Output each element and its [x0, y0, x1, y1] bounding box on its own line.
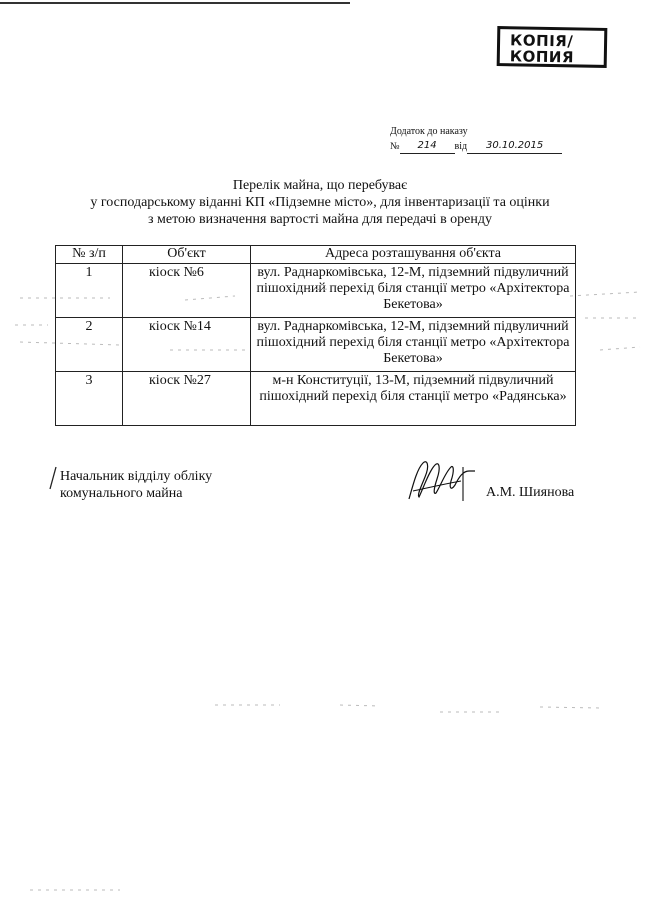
order-date-value: 30.10.2015 [467, 139, 562, 154]
title-line-1: Перелік майна, що перебуває [232, 178, 408, 193]
cell-number: 1 [56, 264, 123, 318]
position-line-2: комунального майна [60, 486, 183, 501]
cell-address: вул. Раднаркомівська, 12-М, підземний підвуличний пішохідний перехід біля станції метро «Архітектора Бекетова» [251, 318, 576, 372]
order-reference [390, 125, 580, 154]
table-row [56, 372, 576, 426]
order-heading: Додаток до наказу [390, 126, 468, 137]
cell-number: 3 [56, 372, 123, 426]
document-title [40, 177, 600, 228]
cell-object: кіоск №27 [123, 372, 251, 426]
cell-address: м-н Конституції, 13-М, підземний підвуличний пішохідний перехід біля станції метро «Радянська» [251, 372, 576, 426]
order-number-prefix: № [390, 141, 400, 152]
cell-object: кіоск №6 [123, 264, 251, 318]
order-date-prefix: від [454, 141, 468, 152]
title-line-2: у господарському віданні КП «Підземне місто», для інвентаризації та оцінки [90, 195, 550, 210]
order-number-value: 214 [400, 139, 455, 154]
header-object: Об'єкт [123, 246, 251, 264]
title-line-3: з метою визначення вартості майна для передачі в оренду [147, 212, 493, 227]
table-row [56, 318, 576, 372]
signatory-position [60, 468, 212, 502]
header-address: Адреса розташування об'єкта [251, 246, 576, 264]
stamp-line-1: КОПІЯ/ [509, 31, 574, 51]
table-header-row [56, 246, 576, 264]
copy-stamp [497, 26, 608, 68]
top-rule [0, 2, 350, 4]
header-number: № з/п [56, 246, 123, 264]
stamp-line-2: КОПИЯ [509, 47, 575, 67]
cell-address: вул. Раднаркомівська, 12-М, підземний підвуличний пішохідний перехід біля станції метро «Архітектора Бекетова» [251, 264, 576, 318]
signatory-name: А.М. Шиянова [486, 485, 575, 500]
table-row [56, 264, 576, 318]
cell-object: кіоск №14 [123, 318, 251, 372]
property-table [55, 245, 576, 426]
margin-mark [48, 466, 58, 490]
order-number-line [390, 139, 580, 154]
handwritten-signature [403, 455, 483, 507]
cell-number: 2 [56, 318, 123, 372]
position-line-1: Начальник відділу обліку [60, 469, 213, 484]
